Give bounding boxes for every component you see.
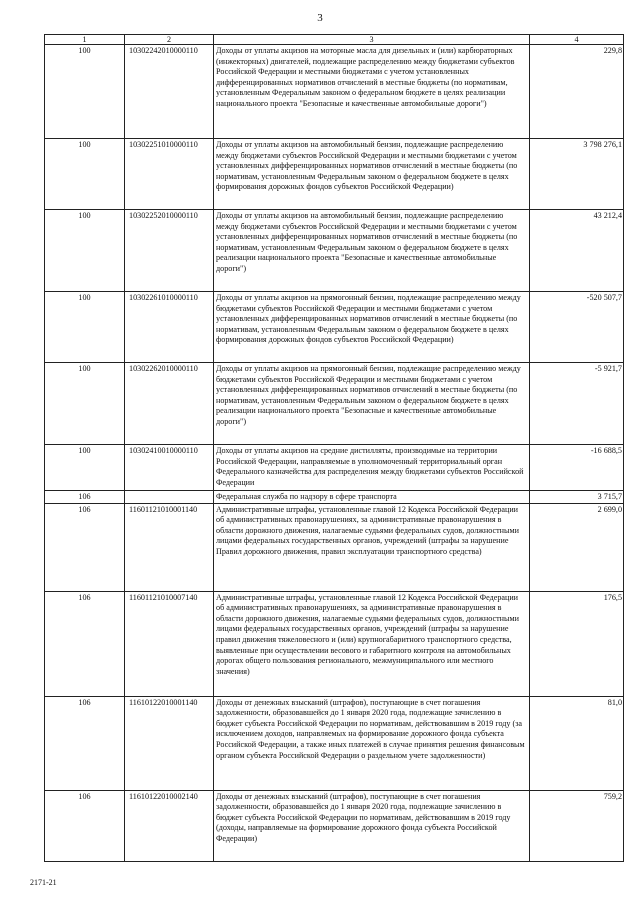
admin-code-cell: 100 xyxy=(45,445,125,491)
budget-code-cell: 10302262010000110 xyxy=(125,363,214,445)
column-number-1: 1 xyxy=(45,35,125,45)
column-number-2: 2 xyxy=(125,35,214,45)
amount-cell: 3 715,7 xyxy=(530,491,624,504)
table-row xyxy=(45,363,624,445)
amount-cell: 229,8 xyxy=(530,45,624,139)
budget-code-cell: 11610122010002140 xyxy=(125,790,214,861)
budget-code-cell: 10302242010000110 xyxy=(125,45,214,139)
budget-code-cell xyxy=(125,491,214,504)
page-number: 3 xyxy=(317,12,323,24)
admin-code-cell: 106 xyxy=(45,696,125,790)
admin-code-cell: 100 xyxy=(45,363,125,445)
document-code: 2171-21 xyxy=(30,878,57,887)
revenue-name-cell: Доходы от уплаты акцизов на прямогонный бензин, подлежащие распределению между бюджетами субъектов Российской Федерации и местными бюджетами с учетом установленных дифференцированных нормативов отчислений в местные бюджеты (по нормативам, установленным Федеральным законом о федеральном бюджете в целях формирования дорожных фондов субъектов Российской Федерации) xyxy=(214,292,530,363)
amount-cell: -16 688,5 xyxy=(530,445,624,491)
table-row xyxy=(45,491,624,504)
table-row xyxy=(45,503,624,591)
table-row xyxy=(45,696,624,790)
amount-cell: 43 212,4 xyxy=(530,210,624,292)
amount-cell: -520 507,7 xyxy=(530,292,624,363)
admin-code-cell: 100 xyxy=(45,139,125,210)
budget-code-cell: 11601121010001140 xyxy=(125,503,214,591)
revenue-name-cell: Федеральная служба по надзору в сфере транспорта xyxy=(214,491,530,504)
table-row xyxy=(45,45,624,139)
admin-code-cell: 106 xyxy=(45,790,125,861)
column-number-row xyxy=(45,35,624,45)
budget-code-cell: 10302251010000110 xyxy=(125,139,214,210)
admin-code-cell: 106 xyxy=(45,591,125,696)
table-row xyxy=(45,790,624,861)
amount-cell: 81,0 xyxy=(530,696,624,790)
revenue-name-cell: Административные штрафы, установленные главой 12 Кодекса Российской Федерации об административных правонарушениях, за административные правонарушения в области дорожного движения, налагаемые судьями федеральных судов, должностными лицами федеральных государственных органов, учреждений (штрафы за нарушение Правил дорожного движения, правил эксплуатации транспортного средства) xyxy=(214,503,530,591)
table-row xyxy=(45,292,624,363)
amount-cell: 759,2 xyxy=(530,790,624,861)
revenue-name-cell: Доходы от денежных взысканий (штрафов), поступающие в счет погашения задолженности, образовавшейся до 1 января 2020 года, подлежащие зачислению в бюджет субъекта Российской Федерации по нормативам, действовавшим в 2019 году (доходы, направляемые на формирование дорожного фонда субъекта Российской Федерации) xyxy=(214,790,530,861)
revenue-name-cell: Доходы от уплаты акцизов на моторные масла для дизельных и (или) карбюраторных (инжекторных) двигателей, подлежащие распределению между бюджетами субъектов Российской Федерации и местными бюджетами с учетом установленных дифференцированных нормативов отчислений в местные бюджеты (по нормативам, установленным Федеральным законом о федеральном бюджете в целях реализации национального проекта "Безопасные и качественные автомобильные дороги") xyxy=(214,45,530,139)
revenue-name-cell: Доходы от денежных взысканий (штрафов), поступающие в счет погашения задолженности, образовавшейся до 1 января 2020 года, подлежащие зачислению в бюджет субъекта Российской Федерации по нормативам, действовавшим в 2019 году (за исключением доходов, направляемых на формирование дорожного фонда субъекта Российской Федерации, а также иных платежей в случае принятия решения финансовым органом субъекта Российской Федерации о раздельном учете задолженности) xyxy=(214,696,530,790)
table-row xyxy=(45,591,624,696)
budget-code-cell: 10302410010000110 xyxy=(125,445,214,491)
revenue-name-cell: Доходы от уплаты акцизов на средние дистилляты, производимые на территории Российской Федерации, направляемые в уполномоченный территориальный орган Федерального казначейства для распределения между бюджетами субъектов Российской Федерации xyxy=(214,445,530,491)
admin-code-cell: 106 xyxy=(45,503,125,591)
revenue-name-cell: Доходы от уплаты акцизов на автомобильный бензин, подлежащие распределению между бюджетами субъектов Российской Федерации и местными бюджетами с учетом установленных дифференцированных нормативов отчислений в местные бюджеты (по нормативам, установленным Федеральным законом о федеральном бюджете в целях формирования дорожных фондов субъектов Российской Федерации) xyxy=(214,139,530,210)
amount-cell: -5 921,7 xyxy=(530,363,624,445)
revenue-name-cell: Доходы от уплаты акцизов на прямогонный бензин, подлежащие распределению между бюджетами субъектов Российской Федерации и местными бюджетами с учетом установленных дифференцированных нормативов отчислений в местные бюджеты (по нормативам, установленным Федеральным законом о федеральном бюджете в целях реализации национального проекта "Безопасные и качественные автомобильные дороги") xyxy=(214,363,530,445)
column-number-4: 4 xyxy=(530,35,624,45)
revenue-table xyxy=(44,34,624,862)
budget-code-cell: 11601121010007140 xyxy=(125,591,214,696)
budget-code-cell: 10302252010000110 xyxy=(125,210,214,292)
table-row xyxy=(45,445,624,491)
column-number-3: 3 xyxy=(214,35,530,45)
budget-code-cell: 11610122010001140 xyxy=(125,696,214,790)
amount-cell: 176,5 xyxy=(530,591,624,696)
amount-cell: 2 699,0 xyxy=(530,503,624,591)
admin-code-cell: 100 xyxy=(45,292,125,363)
budget-code-cell: 10302261010000110 xyxy=(125,292,214,363)
table-row xyxy=(45,210,624,292)
table-row xyxy=(45,139,624,210)
revenue-name-cell: Административные штрафы, установленные главой 12 Кодекса Российской Федерации об административных правонарушениях, за административные правонарушения в области дорожного движения, налагаемые судьями федеральных судов, должностными лицами федеральных государственных органов, учреждений (штрафы за нарушение правил движения тяжеловесного и (или) крупногабаритного транспортного средства, выявленные при осуществлении весового и габаритного контроля на автомобильных дорогах общего пользования регионального, межмуниципального или местного значения) xyxy=(214,591,530,696)
revenue-name-cell: Доходы от уплаты акцизов на автомобильный бензин, подлежащие распределению между бюджетами субъектов Российской Федерации и местными бюджетами с учетом установленных дифференцированных нормативов отчислений в местные бюджеты (по нормативам, установленным Федеральным законом о федеральном бюджете в целях реализации национального проекта "Безопасные и качественные автомобильные дороги") xyxy=(214,210,530,292)
admin-code-cell: 100 xyxy=(45,45,125,139)
amount-cell: 3 798 276,1 xyxy=(530,139,624,210)
admin-code-cell: 100 xyxy=(45,210,125,292)
admin-code-cell: 106 xyxy=(45,491,125,504)
